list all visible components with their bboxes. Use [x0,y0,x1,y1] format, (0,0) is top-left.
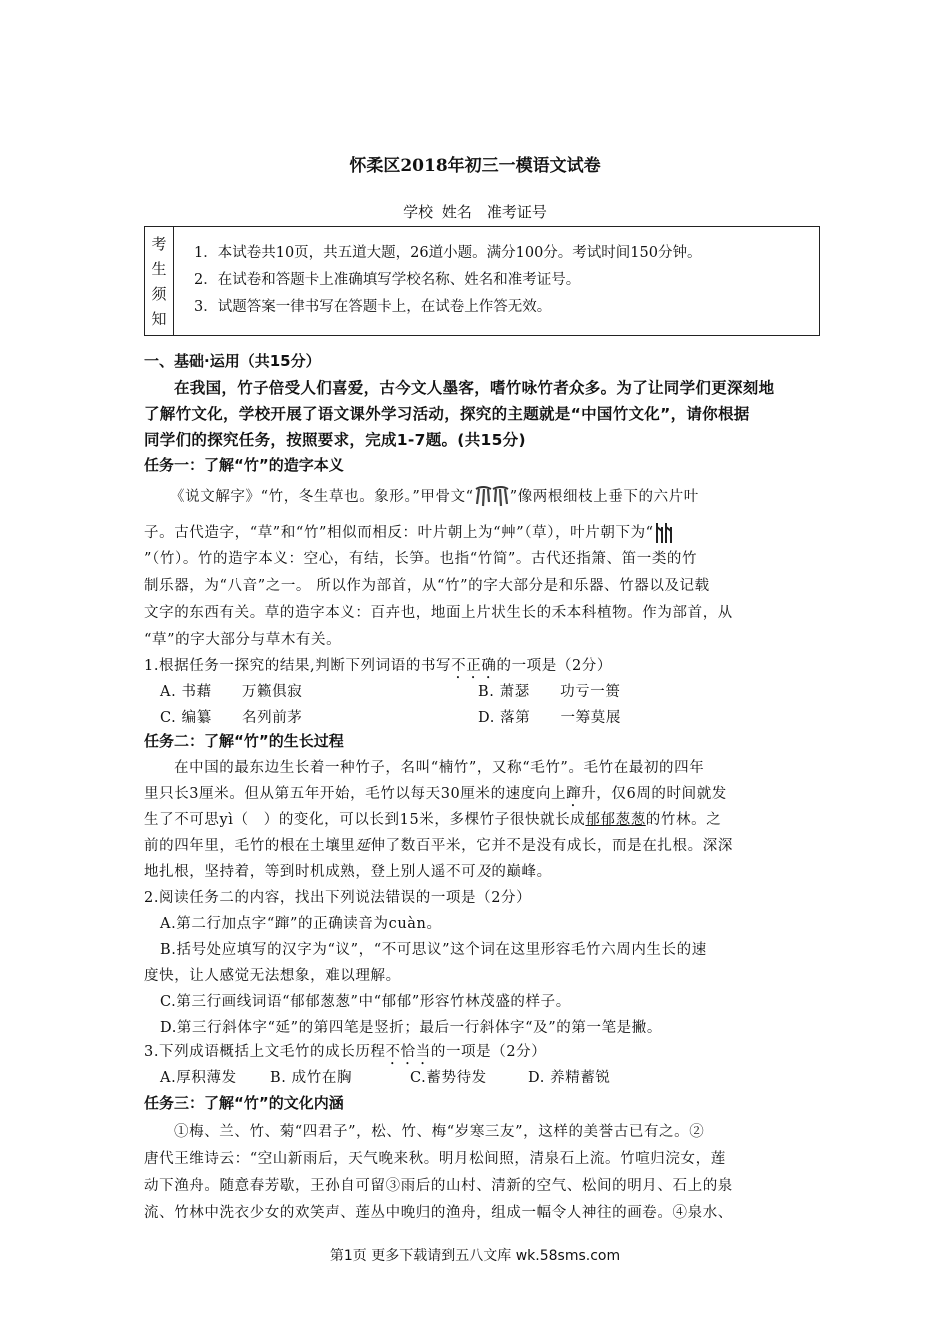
text-span: 子。古代造字，“草”和“竹”相似而相反：叶片朝上为“艸”（草），叶片朝下为“ [144,525,654,541]
text-span: 的竹林。之 [645,812,722,828]
q2-option-b: B.括号处应填写的汉字为“议”，“不可思议”这个词在这里形容毛竹六周内生长的速 [160,942,707,958]
question-3-stem [144,1040,546,1068]
task1-para-line: “草”的字大部分与草木有关。 [144,632,342,648]
exam-notice-box [144,226,820,336]
italic-char: 延 [355,838,371,854]
text-span: 的一项是（2分） [430,1044,547,1060]
task2-para-line [144,808,721,829]
task2-para-line: 在中国的最东边生长着一种竹子，名叫“楠竹”，又称“毛竹”。毛竹在最初的四年 [174,760,705,776]
intro-line: 在我国，竹子倍受人们喜爱，古今文人墨客，嗜竹咏竹者众多。为了让同学们更深刻地 [174,379,775,397]
text-span: 地扎根，坚持着，等到时机成熟，登上别人遥不可 [144,864,477,880]
q3-option-d: D. 养精蓄锐 [528,1070,611,1086]
emphasis-dotted: 不正确 [451,658,497,674]
text-span: 生了不可思yì（ ）的变化，可以长到15米，多棵竹子很快就长成 [144,812,586,828]
task2-para-line [144,860,552,881]
q2-option-a: A.第二行加点字“蹿”的正确读音为cuàn。 [160,916,442,932]
notice-label-char: 考 [151,235,167,253]
underlined-word: 郁郁葱葱 [585,812,646,828]
q2-option-c: C.第三行画线词语“郁郁葱葱”中“郁郁”形容竹林茂盛的样子。 [160,994,571,1010]
q3-option-b: B. 成竹在胸 [270,1070,353,1086]
question-1-stem [144,654,612,682]
q2-option-b-cont: 度快，让人感觉无法想象，难以理解。 [144,968,401,984]
text-span: ”像两根细枝上垂下的六片叶 [509,489,699,505]
task1-para-line: 制乐器，为“八音”之一。 所以作为部首，从“竹”的字大部分是和乐器、竹器以及记载 [144,578,710,594]
text-span: 伸了数百平米，它并不是没有成长，而是在扎根。深深 [370,838,733,854]
q2-option-d: D.第三行斜体字“延”的第四笔是竖折；最后一行斜体字“及”的第一笔是撇。 [160,1020,662,1036]
notice-label-char: 生 [151,260,167,278]
task-heading: 任务二：了解“竹”的生长过程 [144,732,344,750]
notice-item: 3．试题答案一律书写在答题卡上，在试卷上作答无效。 [194,299,552,315]
emphasis-dotted: 不恰当 [385,1044,431,1060]
italic-char: 及 [476,864,492,880]
notice-item: 2．在试卷和答题卡上准确填写学校名称、姓名和准考证号。 [194,272,581,288]
task3-para-line: 动下渔舟。随意春芳歇，王孙自可留③雨后的山村、清新的空气、松间的明月、石上的泉 [144,1178,733,1194]
student-info-line: 学校 姓名 准考证号 [403,203,547,221]
q1-option-b: B. 萧瑟 功亏一篑 [478,684,621,700]
text-span: 的巅峰。 [491,864,552,880]
text-span: 《说文解字》“竹，冬生草也。象形。”甲骨文“ [170,489,474,505]
text-span: 升，仅6周的时间就发 [581,786,727,802]
task1-para-line [170,484,699,510]
intro-line: 了解竹文化，学校开展了语文课外学习活动，探究的主题就是“中国竹文化”，请你根据 [144,405,750,423]
bamboo-character-glyph [654,521,674,545]
notice-item: 1．本试卷共10页，共五道大题，26道小题。满分100分。考试时间150分钟。 [194,245,702,261]
emphasis-dotted: 蹿 [566,786,582,802]
task3-para-line: ①梅、兰、竹、菊“四君子”，松、竹、梅“岁寒三友”，这样的美誉古已有之。② [174,1124,705,1140]
task1-para-line: 文字的东西有关。草的造字本义：百卉也，地面上片状生长的禾本科植物。作为部首，从 [144,605,733,621]
task2-para-line [144,834,733,855]
text-span: 前的四年里，毛竹的根在土壤里 [144,838,356,854]
text-span: 1.根据任务一探究的结果,判断下列词语的书写 [144,658,452,674]
question-2-stem: 2.阅读任务二的内容，找出下列说法错误的一项是（2分） [144,890,532,906]
task3-para-line: 唐代王维诗云：“空山新雨后，天气晚来秋。明月松间照，清泉石上流。竹喧归浣女，莲 [144,1151,726,1167]
q1-option-d: D. 落第 一筹莫展 [478,710,621,726]
notice-label [145,227,174,335]
q3-option-a: A.厚积薄发 [160,1070,237,1086]
q3-option-c: C.蓄势待发 [410,1070,487,1086]
task3-para-line: 流、竹林中洗衣少女的欢笑声、莲丛中晚归的渔舟，组成一幅令人神往的画卷。④泉水、 [144,1205,733,1221]
notice-items [174,227,819,335]
exam-title: 怀柔区2018年初三一模语文试卷 [349,156,601,176]
task2-para-line [144,782,727,810]
notice-label-char: 须 [151,285,167,303]
text-span: 里只长3厘米。但从第五年开始，毛竹以每天30厘米的速度向上 [144,786,567,802]
page-footer: 第1页 更多下载请到五八文库 wk.58sms.com [329,1248,621,1264]
oracle-bone-bamboo-glyph [474,484,510,510]
task1-para-line: ”（竹）。竹的造字本义：空心，有结，长笋。也指“竹简”。古代还指箫、笛一类的竹 [144,551,698,567]
q1-option-c: C. 编纂 名列前茅 [160,710,303,726]
task-heading: 任务三：了解“竹”的文化内涵 [144,1094,344,1112]
notice-label-char: 知 [151,310,167,328]
intro-line: 同学们的探究任务，按照要求，完成1-7题。(共15分) [144,431,526,449]
text-span: 的一项是（2分） [496,658,612,674]
text-span: 3.下列成语概括上文毛竹的成长历程 [144,1044,386,1060]
q1-option-a: A. 书藉 万籁俱寂 [160,684,303,700]
task1-para-line [144,521,674,545]
section-heading: 一、基础·运用（共15分） [144,352,321,370]
task-heading: 任务一：了解“竹”的造字本义 [144,456,344,474]
